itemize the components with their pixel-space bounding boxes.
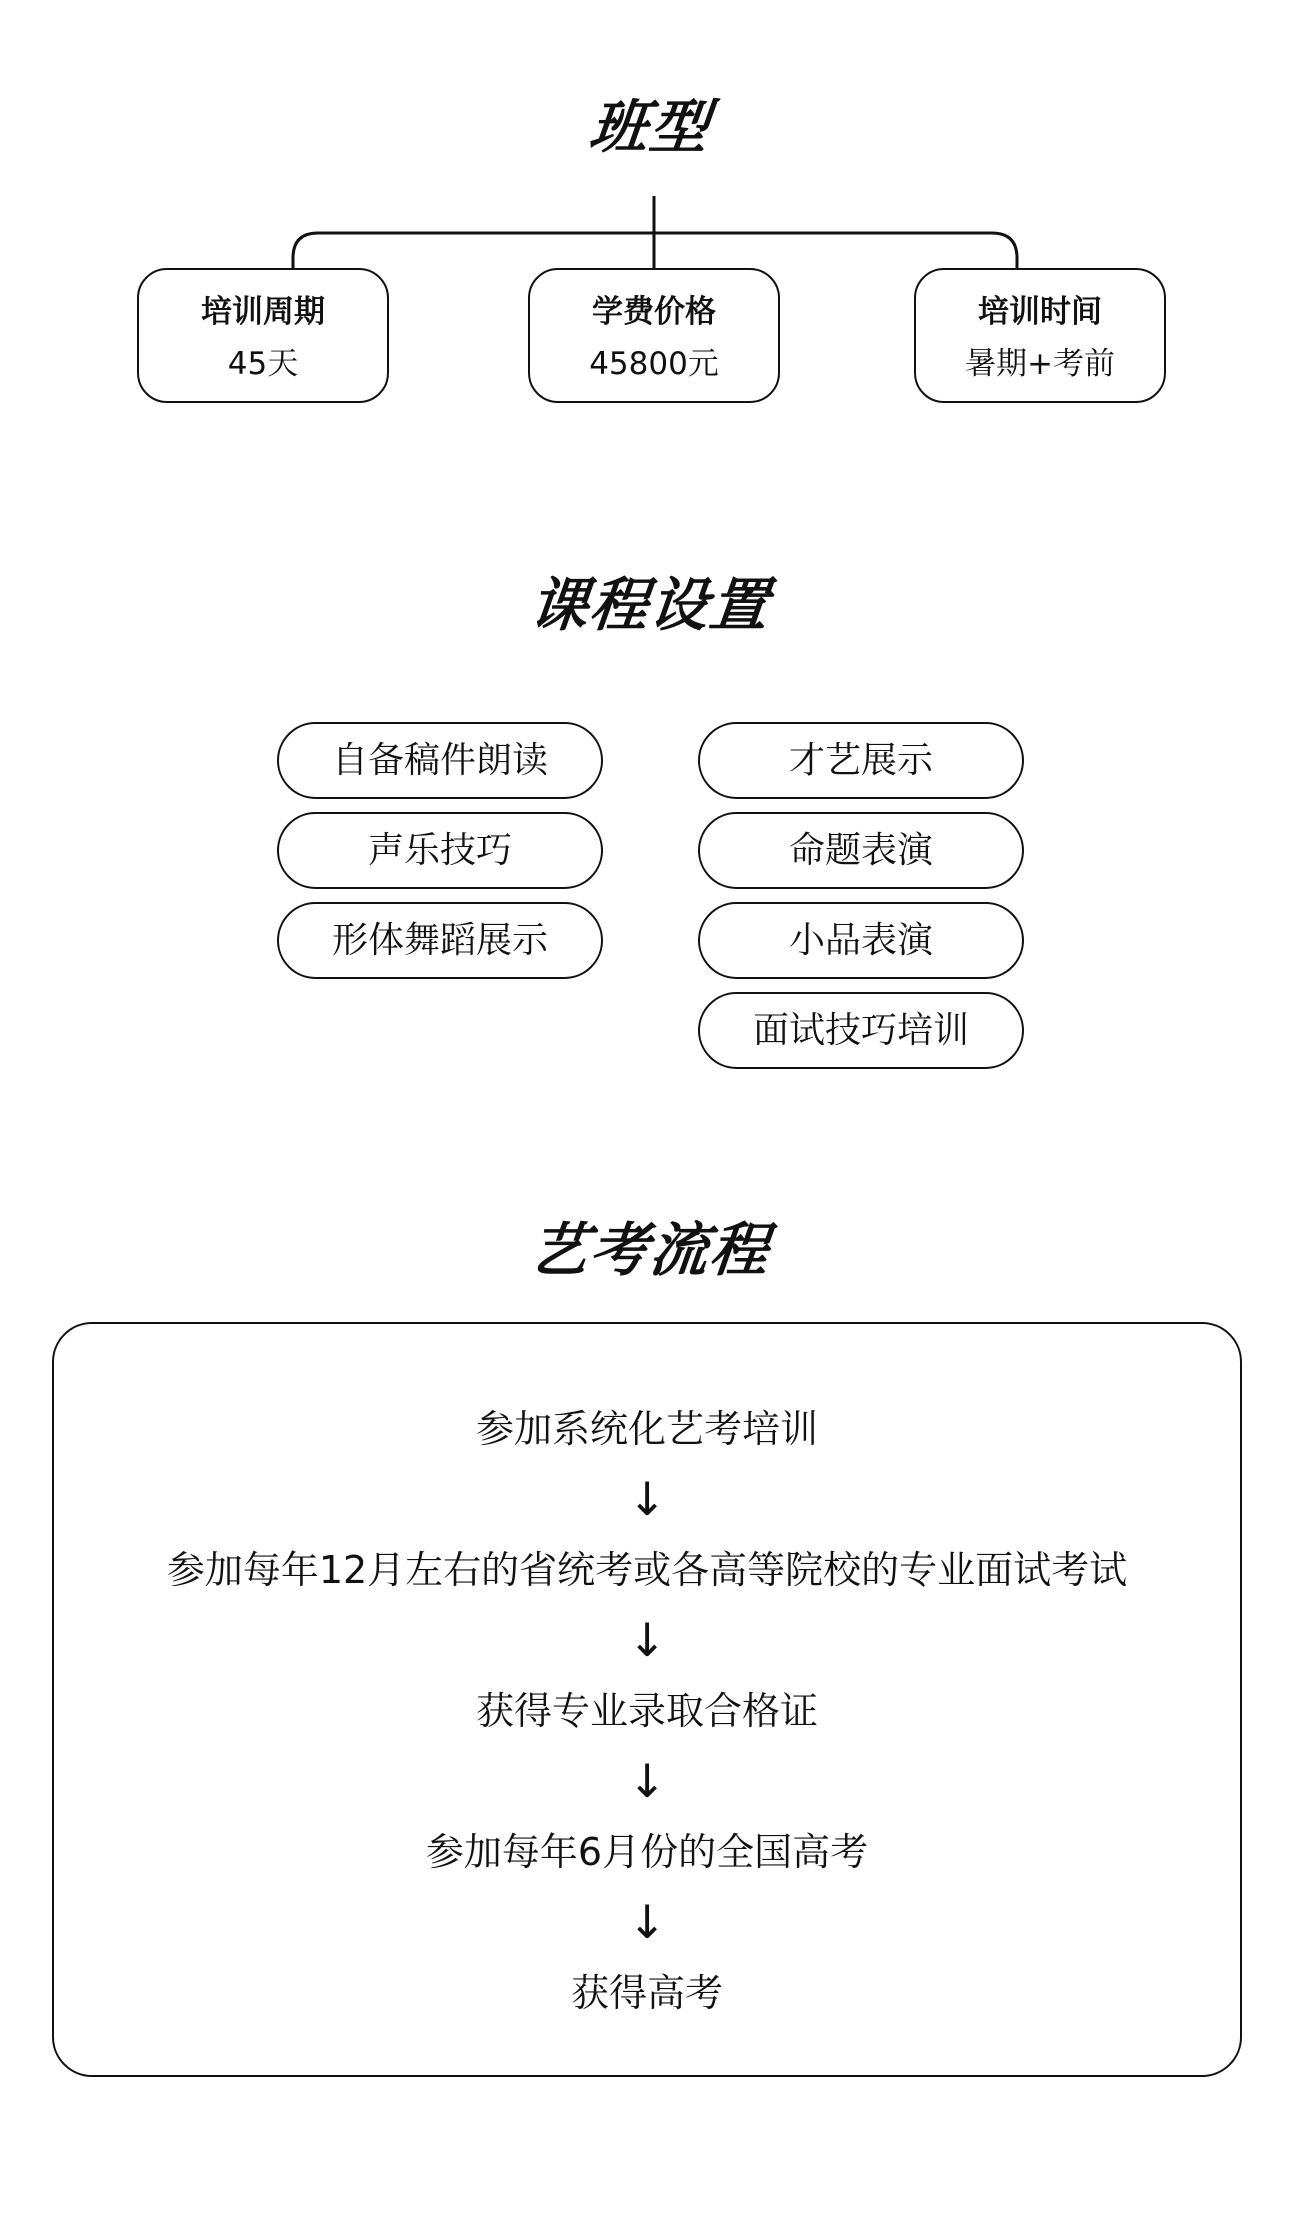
process-step: 参加每年6月份的全国高考 bbox=[425, 1830, 869, 1874]
card-tuition bbox=[528, 268, 780, 403]
card-training-time bbox=[914, 268, 1166, 403]
card-value: 暑期+考前 bbox=[965, 346, 1115, 382]
down-arrow-icon: ↓ bbox=[627, 1895, 667, 1949]
card-value: 45天 bbox=[227, 346, 299, 382]
down-arrow-icon: ↓ bbox=[627, 1754, 667, 1808]
course-pill: 才艺展示 bbox=[698, 722, 1024, 799]
course-pill: 声乐技巧 bbox=[277, 812, 603, 889]
card-label: 培训时间 bbox=[978, 294, 1102, 330]
process-title: 艺考流程 bbox=[526, 1216, 774, 1284]
card-label: 培训周期 bbox=[201, 294, 325, 330]
process-step: 参加每年12月左右的省统考或各高等院校的专业面试考试 bbox=[166, 1548, 1128, 1592]
card-training-period bbox=[137, 268, 389, 403]
down-arrow-icon: ↓ bbox=[627, 1472, 667, 1526]
process-step: 获得高考 bbox=[570, 1971, 723, 2015]
course-pill: 小品表演 bbox=[698, 902, 1024, 979]
card-label: 学费价格 bbox=[592, 294, 716, 330]
process-step: 参加系统化艺考培训 bbox=[475, 1407, 818, 1451]
course-pill: 命题表演 bbox=[698, 812, 1024, 889]
down-arrow-icon: ↓ bbox=[627, 1613, 667, 1667]
class-type-tree bbox=[0, 0, 1300, 420]
class-type-title: 班型 bbox=[586, 93, 714, 161]
process-flow-box bbox=[52, 1322, 1242, 2077]
course-pill: 面试技巧培训 bbox=[698, 992, 1024, 1069]
course-pill: 自备稿件朗读 bbox=[277, 722, 603, 799]
card-value: 45800元 bbox=[589, 346, 719, 382]
process-step: 获得专业录取合格证 bbox=[475, 1689, 818, 1733]
course-pill: 形体舞蹈展示 bbox=[277, 902, 603, 979]
courses-title: 课程设置 bbox=[526, 571, 774, 639]
